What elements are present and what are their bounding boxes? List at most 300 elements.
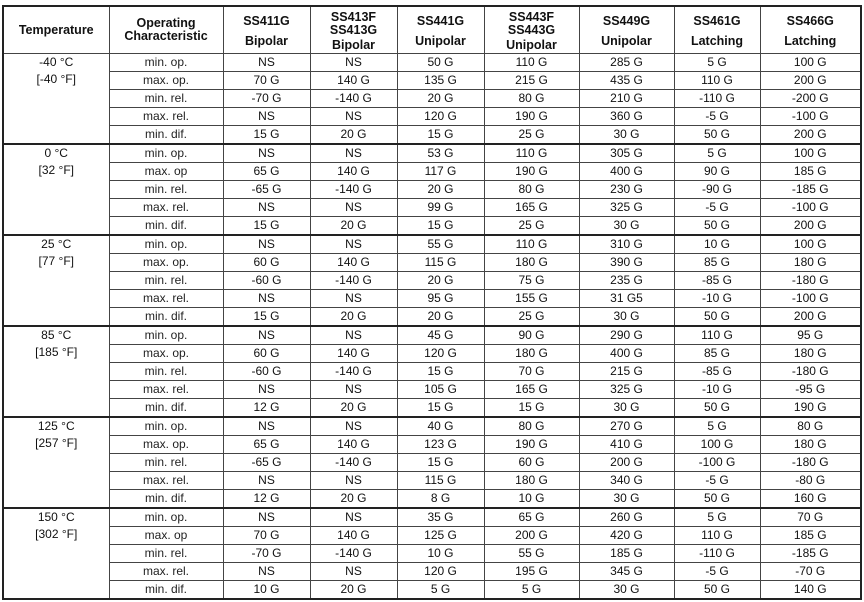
value-cell: 15 G [397, 217, 484, 236]
table-row [3, 72, 861, 90]
value-cell: 325 G [579, 199, 674, 217]
value-cell: 200 G [760, 308, 861, 327]
value-cell: 15 G [484, 399, 579, 418]
value-cell: 50 G [674, 217, 760, 236]
value-cell: NS [310, 381, 397, 399]
value-cell: 80 G [484, 181, 579, 199]
characteristic-cell: min. dif. [109, 581, 223, 600]
value-cell: NS [310, 290, 397, 308]
part-header [223, 6, 310, 54]
value-cell: -140 G [310, 545, 397, 563]
value-cell: -70 G [223, 90, 310, 108]
value-cell: 60 G [223, 345, 310, 363]
value-cell: 10 G [397, 545, 484, 563]
header-row [3, 6, 861, 54]
table-row [3, 272, 861, 290]
characteristic-cell: max. op [109, 527, 223, 545]
value-cell: 190 G [760, 399, 861, 418]
value-cell: 105 G [397, 381, 484, 399]
value-cell: 285 G [579, 54, 674, 72]
value-cell: 80 G [484, 417, 579, 436]
value-cell: 35 G [397, 508, 484, 527]
magnetic-characteristics-table [2, 5, 862, 600]
value-cell: 180 G [760, 254, 861, 272]
characteristic-cell: max. op. [109, 436, 223, 454]
value-cell: 20 G [310, 399, 397, 418]
value-cell: 20 G [310, 490, 397, 509]
table-row [3, 508, 861, 527]
value-cell: 360 G [579, 108, 674, 126]
temperature-celsius: 25 °C [41, 237, 72, 251]
value-cell: -200 G [760, 90, 861, 108]
value-cell: 230 G [579, 181, 674, 199]
value-cell: 100 G [760, 235, 861, 254]
value-cell: NS [310, 472, 397, 490]
value-cell: -140 G [310, 454, 397, 472]
characteristic-cell: max. rel. [109, 381, 223, 399]
value-cell: NS [310, 199, 397, 217]
value-cell: 75 G [484, 272, 579, 290]
characteristic-cell: max. rel. [109, 199, 223, 217]
value-cell: 165 G [484, 381, 579, 399]
value-cell: 15 G [223, 217, 310, 236]
value-cell: 20 G [310, 126, 397, 145]
value-cell: 15 G [223, 126, 310, 145]
value-cell: 20 G [397, 90, 484, 108]
characteristic-cell: min. rel. [109, 90, 223, 108]
value-cell: 185 G [579, 545, 674, 563]
part-type: Unipolar [506, 38, 557, 52]
value-cell: 110 G [484, 54, 579, 72]
value-cell: 20 G [310, 217, 397, 236]
value-cell: -185 G [760, 181, 861, 199]
value-cell: -100 G [760, 199, 861, 217]
part-header [397, 6, 484, 54]
table-row [3, 254, 861, 272]
value-cell: -65 G [223, 181, 310, 199]
value-cell: 5 G [674, 54, 760, 72]
part-number: SS449G [602, 14, 651, 28]
value-cell: 165 G [484, 199, 579, 217]
table-row [3, 545, 861, 563]
value-cell: 65 G [223, 436, 310, 454]
value-cell: 185 G [760, 163, 861, 181]
value-cell: 30 G [579, 217, 674, 236]
temperature-celsius: 125 °C [37, 419, 75, 433]
value-cell: 325 G [579, 381, 674, 399]
value-cell: 110 G [484, 144, 579, 163]
value-cell: 12 G [223, 399, 310, 418]
table-row [3, 181, 861, 199]
value-cell: 160 G [760, 490, 861, 509]
table-row [3, 290, 861, 308]
value-cell: NS [310, 235, 397, 254]
value-cell: 50 G [674, 581, 760, 600]
value-cell: 180 G [484, 345, 579, 363]
table-row [3, 217, 861, 236]
value-cell: 55 G [397, 235, 484, 254]
value-cell: -180 G [760, 272, 861, 290]
value-cell: 60 G [484, 454, 579, 472]
value-cell: 31 G5 [579, 290, 674, 308]
temperature-celsius: 150 °C [37, 510, 75, 524]
value-cell: 200 G [760, 217, 861, 236]
value-cell: 50 G [397, 54, 484, 72]
part-type: Latching [690, 34, 744, 48]
value-cell: 100 G [674, 436, 760, 454]
value-cell: 200 G [579, 454, 674, 472]
value-cell: 30 G [579, 399, 674, 418]
table-row [3, 345, 861, 363]
value-cell: NS [223, 508, 310, 527]
table-row [3, 308, 861, 327]
characteristic-header: Operating Characteristic [109, 6, 223, 54]
value-cell: 5 G [674, 417, 760, 436]
value-cell: 190 G [484, 108, 579, 126]
table-row [3, 54, 861, 72]
value-cell: 15 G [397, 399, 484, 418]
characteristic-cell: min. op. [109, 144, 223, 163]
value-cell: 90 G [484, 326, 579, 345]
value-cell: 5 G [484, 581, 579, 600]
value-cell: 100 G [760, 144, 861, 163]
value-cell: NS [223, 199, 310, 217]
part-number: SS441G [416, 14, 465, 28]
characteristic-cell: min. op. [109, 54, 223, 72]
value-cell: 120 G [397, 108, 484, 126]
characteristic-cell: min. dif. [109, 490, 223, 509]
table-row [3, 363, 861, 381]
temperature-cell [3, 235, 109, 326]
value-cell: 140 G [310, 72, 397, 90]
value-cell: 20 G [397, 308, 484, 327]
value-cell: 140 G [310, 163, 397, 181]
characteristic-cell: min. op. [109, 326, 223, 345]
temperature-fahrenheit: [77 °F] [38, 254, 74, 268]
value-cell: 310 G [579, 235, 674, 254]
value-cell: -100 G [760, 108, 861, 126]
value-cell: -70 G [760, 563, 861, 581]
value-cell: 50 G [674, 399, 760, 418]
value-cell: NS [310, 563, 397, 581]
table-row [3, 527, 861, 545]
value-cell: NS [310, 417, 397, 436]
value-cell: NS [223, 563, 310, 581]
value-cell: -70 G [223, 545, 310, 563]
value-cell: 210 G [579, 90, 674, 108]
value-cell: -5 G [674, 563, 760, 581]
value-cell: 55 G [484, 545, 579, 563]
value-cell: 50 G [674, 126, 760, 145]
value-cell: 5 G [674, 508, 760, 527]
temperature-cell [3, 144, 109, 235]
value-cell: 80 G [484, 90, 579, 108]
table-row [3, 454, 861, 472]
value-cell: 180 G [760, 436, 861, 454]
value-cell: -85 G [674, 272, 760, 290]
value-cell: -100 G [674, 454, 760, 472]
value-cell: -180 G [760, 363, 861, 381]
value-cell: -140 G [310, 181, 397, 199]
value-cell: 40 G [397, 417, 484, 436]
characteristic-cell: min. rel. [109, 454, 223, 472]
table-row [3, 436, 861, 454]
value-cell: NS [310, 508, 397, 527]
value-cell: 100 G [760, 54, 861, 72]
temperature-fahrenheit: [257 °F] [35, 436, 78, 450]
value-cell: 50 G [674, 490, 760, 509]
temperature-fahrenheit: [-40 °F] [36, 72, 76, 86]
value-cell: NS [223, 417, 310, 436]
value-cell: 185 G [760, 527, 861, 545]
value-cell: -60 G [223, 272, 310, 290]
value-cell: 15 G [397, 126, 484, 145]
value-cell: 30 G [579, 490, 674, 509]
value-cell: 190 G [484, 436, 579, 454]
table-row [3, 381, 861, 399]
value-cell: 410 G [579, 436, 674, 454]
part-header [310, 6, 397, 54]
value-cell: -5 G [674, 472, 760, 490]
value-cell: 115 G [397, 254, 484, 272]
value-cell: 65 G [223, 163, 310, 181]
value-cell: 200 G [484, 527, 579, 545]
value-cell: 110 G [484, 235, 579, 254]
value-cell: 270 G [579, 417, 674, 436]
part-type: Unipolar [415, 34, 466, 48]
value-cell: 70 G [484, 363, 579, 381]
value-cell: 120 G [397, 563, 484, 581]
value-cell: 215 G [484, 72, 579, 90]
part-header [674, 6, 760, 54]
value-cell: -10 G [674, 290, 760, 308]
value-cell: 120 G [397, 345, 484, 363]
part-number: SS411G [243, 14, 290, 28]
temperature-fahrenheit: [32 °F] [38, 163, 74, 177]
value-cell: -185 G [760, 545, 861, 563]
value-cell: -140 G [310, 363, 397, 381]
temperature-celsius: 0 °C [44, 146, 68, 160]
temperature-cell [3, 54, 109, 145]
value-cell: 110 G [674, 326, 760, 345]
value-cell: 95 G [760, 326, 861, 345]
characteristic-cell: max. rel. [109, 563, 223, 581]
value-cell: 20 G [397, 272, 484, 290]
value-cell: 15 G [397, 363, 484, 381]
value-cell: 20 G [310, 308, 397, 327]
value-cell: NS [223, 472, 310, 490]
value-cell: 30 G [579, 581, 674, 600]
temperature-header: Temperature [3, 6, 109, 54]
characteristic-cell: max. op [109, 163, 223, 181]
part-header [760, 6, 861, 54]
value-cell: -85 G [674, 363, 760, 381]
value-cell: 10 G [484, 490, 579, 509]
value-cell: 190 G [484, 163, 579, 181]
table-row [3, 144, 861, 163]
value-cell: 125 G [397, 527, 484, 545]
characteristic-cell: max. op. [109, 72, 223, 90]
value-cell: 200 G [760, 72, 861, 90]
value-cell: NS [223, 290, 310, 308]
value-cell: 45 G [397, 326, 484, 345]
value-cell: 115 G [397, 472, 484, 490]
value-cell: -95 G [760, 381, 861, 399]
value-cell: NS [310, 326, 397, 345]
value-cell: 235 G [579, 272, 674, 290]
characteristic-cell: max. rel. [109, 290, 223, 308]
characteristic-cell: min. dif. [109, 217, 223, 236]
value-cell: NS [310, 54, 397, 72]
value-cell: 25 G [484, 308, 579, 327]
value-cell: 50 G [674, 308, 760, 327]
characteristic-cell: min. op. [109, 417, 223, 436]
value-cell: NS [223, 381, 310, 399]
temperature-cell [3, 417, 109, 508]
temperature-celsius: -40 °C [39, 55, 74, 69]
temperature-cell [3, 326, 109, 417]
value-cell: NS [223, 108, 310, 126]
characteristic-cell: min. dif. [109, 126, 223, 145]
table-row [3, 108, 861, 126]
value-cell: 15 G [397, 454, 484, 472]
table-row [3, 490, 861, 509]
value-cell: -100 G [760, 290, 861, 308]
table-row [3, 199, 861, 217]
value-cell: 110 G [674, 72, 760, 90]
value-cell: -5 G [674, 108, 760, 126]
part-number: SS413F SS413G [329, 10, 378, 37]
value-cell: 80 G [760, 417, 861, 436]
value-cell: 30 G [579, 126, 674, 145]
value-cell: -110 G [674, 90, 760, 108]
value-cell: 95 G [397, 290, 484, 308]
part-number: SS466G [786, 14, 834, 28]
value-cell: 155 G [484, 290, 579, 308]
characteristic-cell: max. rel. [109, 108, 223, 126]
value-cell: 99 G [397, 199, 484, 217]
characteristic-cell: min. rel. [109, 272, 223, 290]
value-cell: 140 G [310, 527, 397, 545]
characteristic-cell: max. op. [109, 345, 223, 363]
value-cell: -80 G [760, 472, 861, 490]
temperature-cell [3, 508, 109, 599]
table-row [3, 126, 861, 145]
value-cell: -10 G [674, 381, 760, 399]
value-cell: 420 G [579, 527, 674, 545]
value-cell: NS [223, 54, 310, 72]
characteristic-cell: min. rel. [109, 181, 223, 199]
value-cell: 123 G [397, 436, 484, 454]
value-cell: 180 G [484, 472, 579, 490]
table-row [3, 90, 861, 108]
value-cell: 200 G [760, 126, 861, 145]
value-cell: -5 G [674, 199, 760, 217]
value-cell: 85 G [674, 345, 760, 363]
value-cell: 70 G [223, 72, 310, 90]
value-cell: 90 G [674, 163, 760, 181]
value-cell: NS [223, 326, 310, 345]
value-cell: 110 G [674, 527, 760, 545]
value-cell: 345 G [579, 563, 674, 581]
value-cell: NS [310, 144, 397, 163]
table-row [3, 163, 861, 181]
value-cell: 180 G [760, 345, 861, 363]
value-cell: 260 G [579, 508, 674, 527]
characteristic-cell: max. rel. [109, 472, 223, 490]
value-cell: 20 G [397, 181, 484, 199]
value-cell: 30 G [579, 308, 674, 327]
value-cell: 135 G [397, 72, 484, 90]
part-header [484, 6, 579, 54]
temperature-fahrenheit: [302 °F] [35, 527, 78, 541]
value-cell: 5 G [397, 581, 484, 600]
value-cell: 15 G [223, 308, 310, 327]
value-cell: 390 G [579, 254, 674, 272]
value-cell: 400 G [579, 163, 674, 181]
value-cell: 20 G [310, 581, 397, 600]
value-cell: NS [223, 235, 310, 254]
characteristic-cell: min. dif. [109, 308, 223, 327]
temperature-fahrenheit: [185 °F] [35, 345, 78, 359]
value-cell: 25 G [484, 126, 579, 145]
characteristic-cell: max. op. [109, 254, 223, 272]
value-cell: 140 G [310, 254, 397, 272]
characteristic-cell: min. dif. [109, 399, 223, 418]
value-cell: 12 G [223, 490, 310, 509]
part-number: SS461G [693, 14, 741, 28]
value-cell: 85 G [674, 254, 760, 272]
value-cell: -65 G [223, 454, 310, 472]
characteristic-cell: min. rel. [109, 545, 223, 563]
value-cell: 195 G [484, 563, 579, 581]
value-cell: NS [310, 108, 397, 126]
part-type: Bipolar [244, 34, 289, 48]
value-cell: 8 G [397, 490, 484, 509]
value-cell: 25 G [484, 217, 579, 236]
table-body [3, 54, 861, 600]
characteristic-cell: min. op. [109, 508, 223, 527]
value-cell: -140 G [310, 272, 397, 290]
part-type: Latching [784, 34, 837, 48]
temperature-celsius: 85 °C [41, 328, 72, 342]
table-row [3, 235, 861, 254]
value-cell: 180 G [484, 254, 579, 272]
value-cell: -110 G [674, 545, 760, 563]
part-number: SS443F SS443G [507, 10, 556, 37]
value-cell: 10 G [223, 581, 310, 600]
value-cell: 140 G [310, 345, 397, 363]
table-row [3, 417, 861, 436]
part-type: Unipolar [601, 34, 652, 48]
value-cell: 70 G [760, 508, 861, 527]
characteristic-cell: min. rel. [109, 363, 223, 381]
table-row [3, 563, 861, 581]
value-cell: -140 G [310, 90, 397, 108]
value-cell: -180 G [760, 454, 861, 472]
table-row [3, 399, 861, 418]
value-cell: 10 G [674, 235, 760, 254]
part-type: Bipolar [331, 38, 376, 52]
value-cell: 60 G [223, 254, 310, 272]
part-header [579, 6, 674, 54]
value-cell: 290 G [579, 326, 674, 345]
value-cell: 65 G [484, 508, 579, 527]
value-cell: -90 G [674, 181, 760, 199]
value-cell: 435 G [579, 72, 674, 90]
table-row [3, 326, 861, 345]
value-cell: 305 G [579, 144, 674, 163]
